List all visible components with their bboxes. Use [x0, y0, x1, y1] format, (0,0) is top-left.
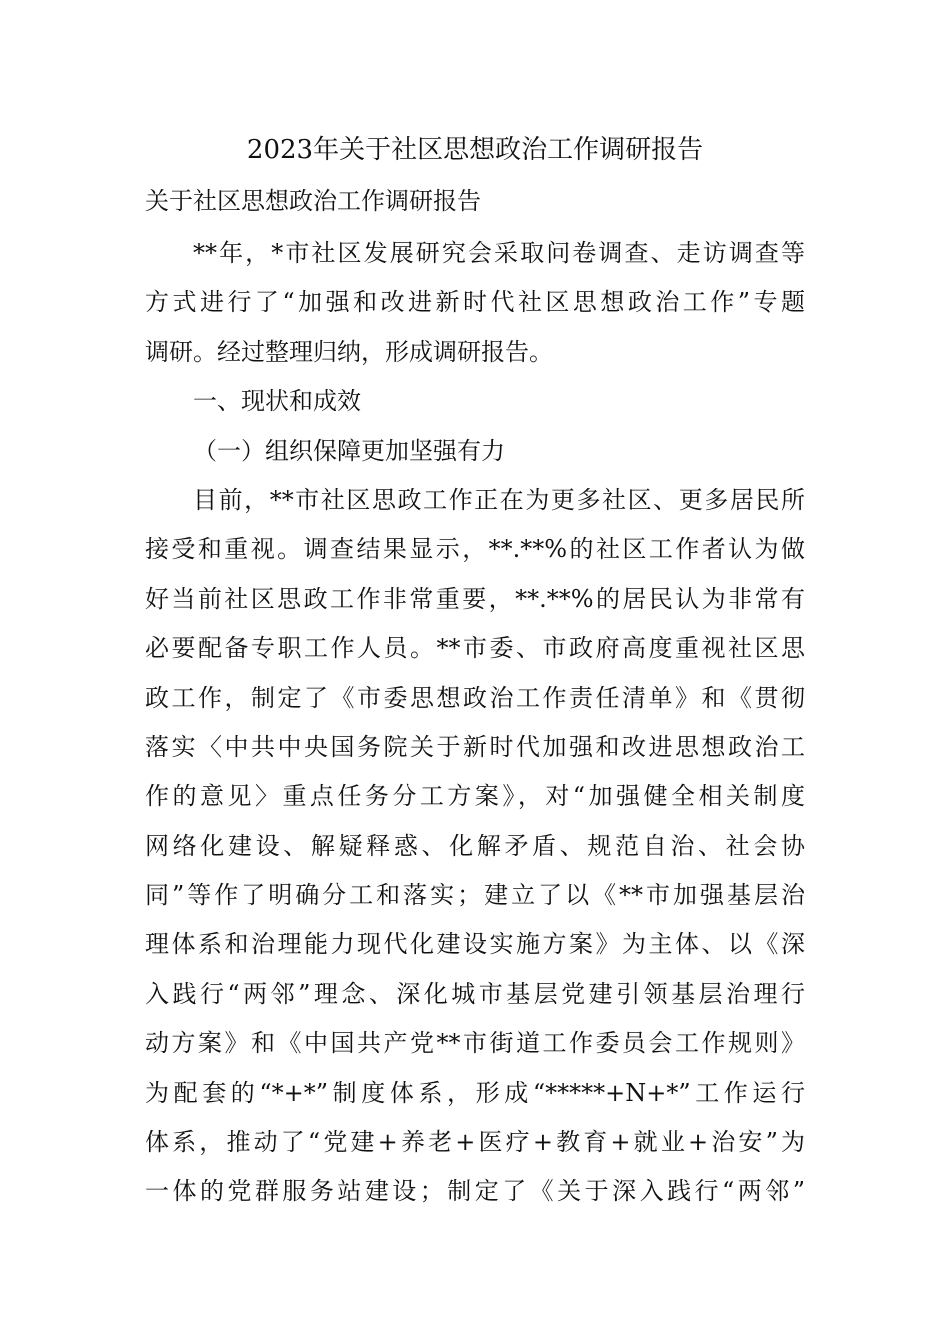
text-line: 一体的党群服务站建设；制定了《关于深入践行“两邻” — [145, 1177, 805, 1206]
document-title: 2023年关于社区思想政治工作调研报告 — [246, 135, 704, 165]
text-line: 入践行“两邻”理念、深化城市基层党建引领基层治理行 — [145, 979, 805, 1008]
text-line: 同”等作了明确分工和落实；建立了以《**市加强基层治 — [145, 881, 805, 910]
text-line: 网络化建设、解疑释惑、化解矛盾、规范自治、社会协 — [145, 831, 805, 860]
subsection-heading: （一）组织保障更加坚强有力 — [193, 436, 505, 465]
section-heading: 一、现状和成效 — [193, 387, 361, 416]
document-subtitle: 关于社区思想政治工作调研报告 — [145, 187, 481, 215]
document-body — [145, 229, 805, 1217]
text-line: 落实〈中共中央国务院关于新时代加强和改进思想政治工 — [145, 732, 805, 761]
text-line: 目前，**市社区思政工作正在为更多社区、更多居民所 — [193, 485, 805, 514]
text-line: 接受和重视。调查结果显示，**.**%的社区工作者认为做 — [145, 535, 805, 564]
text-line: 必要配备专职工作人员。**市委、市政府高度重视社区思 — [145, 634, 805, 663]
text-line: 理体系和治理能力现代化建设实施方案》为主体、以《深 — [145, 930, 805, 959]
text-line: **年，*市社区发展研究会采取问卷调查、走访调查等 — [193, 239, 805, 267]
text-line: 作的意见〉重点任务分工方案》，对“加强健全相关制度 — [145, 782, 805, 811]
text-line: 动方案》和《中国共产党**市街道工作委员会工作规则》 — [145, 1029, 805, 1058]
text-line: 方式进行了“加强和改进新时代社区思想政治工作”专题 — [145, 288, 805, 317]
text-line: 政工作，制定了《市委思想政治工作责任清单》和《贯彻 — [145, 683, 805, 712]
text-line: 调研。经过整理归纳，形成调研报告。 — [145, 337, 553, 366]
text-line: 好当前社区思政工作非常重要，**.**%的居民认为非常有 — [145, 584, 805, 613]
text-line: 为配套的“*+*”制度体系，形成“*****+N+*”工作运行 — [145, 1078, 805, 1107]
text-line: 体系，推动了“党建+养老+医疗+教育+就业+治安”为 — [145, 1128, 805, 1157]
